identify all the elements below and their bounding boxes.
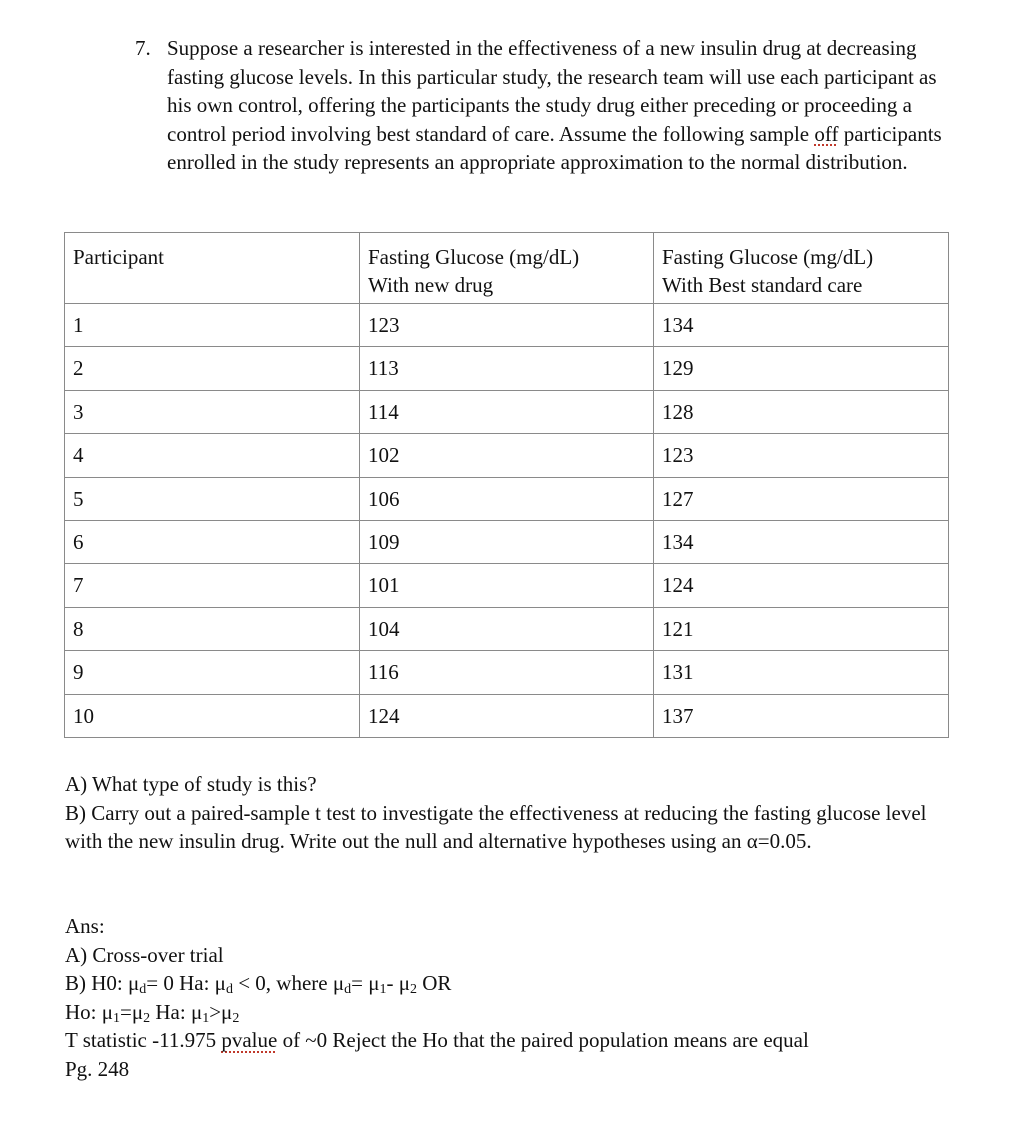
minus-mu: - μ bbox=[386, 971, 410, 995]
table-row bbox=[65, 347, 949, 390]
cell-participant: 4 bbox=[65, 434, 360, 477]
cell-standard-care: 137 bbox=[654, 694, 949, 737]
header-standard-care-line2: With Best standard care bbox=[662, 273, 863, 297]
cell-new-drug: 109 bbox=[360, 520, 654, 563]
cell-participant: 2 bbox=[65, 347, 360, 390]
table-row bbox=[65, 651, 949, 694]
t-conclusion-text: of ~0 Reject the Ho that the paired population means are equal bbox=[282, 1028, 809, 1052]
header-standard-care-line1: Fasting Glucose (mg/dL) bbox=[662, 245, 874, 269]
answer-a: A) Cross-over trial bbox=[65, 942, 224, 967]
or-text: OR bbox=[416, 971, 452, 995]
header-standard-care bbox=[654, 233, 949, 304]
subscript-1: 1 bbox=[379, 982, 387, 997]
ha-gt: >μ bbox=[209, 999, 233, 1024]
t-statistic-text: T statistic -11.975 bbox=[65, 1028, 217, 1052]
subscript-d: d bbox=[225, 982, 233, 997]
cell-participant: 1 bbox=[65, 304, 360, 347]
cell-new-drug: 104 bbox=[360, 607, 654, 650]
cell-standard-care: 129 bbox=[654, 347, 949, 390]
h0-label: B) H0: μ bbox=[65, 971, 140, 995]
cell-standard-care: 124 bbox=[654, 564, 949, 607]
cell-participant: 6 bbox=[65, 520, 360, 563]
subscript-2: 2 bbox=[232, 1010, 240, 1026]
answer-heading: Ans: bbox=[65, 914, 105, 938]
subscript-1: 1 bbox=[113, 1010, 121, 1026]
ho-eq: =μ bbox=[120, 999, 144, 1024]
question-text bbox=[167, 34, 947, 177]
table-row bbox=[65, 564, 949, 607]
subscript-d: d bbox=[344, 982, 352, 997]
spellcheck-flagged-pvalue: pvalue bbox=[221, 1028, 278, 1052]
header-new-drug-line1: Fasting Glucose (mg/dL) bbox=[368, 245, 580, 269]
table-row bbox=[65, 390, 949, 433]
table-row bbox=[65, 694, 949, 737]
cell-participant: 9 bbox=[65, 651, 360, 694]
cell-new-drug: 102 bbox=[360, 434, 654, 477]
answer-t-statistic bbox=[65, 1026, 965, 1055]
answer-b-hypotheses bbox=[65, 969, 965, 998]
cell-new-drug: 116 bbox=[360, 651, 654, 694]
cell-standard-care: 123 bbox=[654, 434, 949, 477]
table-row bbox=[65, 607, 949, 650]
cell-participant: 10 bbox=[65, 694, 360, 737]
table-row bbox=[65, 434, 949, 477]
table-row bbox=[65, 304, 949, 347]
sub-questions bbox=[65, 770, 965, 856]
question-text-part1: Suppose a researcher is interested in the effectiveness of a new insulin drug at decreasing fasting glucose levels. In this particular study, the research team will use each participant as his own control, offering the participants the study drug either preceding or proceeding a control period involving best standard of care. Assume the following sample bbox=[167, 36, 937, 146]
cell-new-drug: 124 bbox=[360, 694, 654, 737]
subscript-d: d bbox=[139, 982, 147, 997]
cell-standard-care: 131 bbox=[654, 651, 949, 694]
header-new-drug-line2: With new drug bbox=[368, 273, 494, 297]
part-b-question: B) Carry out a paired-sample t test to investigate the effectiveness at reducing the fasting glucose level with the new insulin drug. Write out the null and alternative hypotheses using an α=0.05. bbox=[65, 800, 927, 853]
eq-mu: = μ bbox=[351, 971, 380, 995]
cell-standard-care: 127 bbox=[654, 477, 949, 520]
cell-standard-care: 134 bbox=[654, 520, 949, 563]
cell-participant: 5 bbox=[65, 477, 360, 520]
cell-standard-care: 128 bbox=[654, 390, 949, 433]
subscript-1: 1 bbox=[202, 1010, 210, 1026]
cell-participant: 8 bbox=[65, 607, 360, 650]
subscript-2: 2 bbox=[409, 982, 417, 997]
question-7 bbox=[135, 34, 955, 177]
header-participant: Participant bbox=[65, 233, 360, 304]
answer-ho-ha bbox=[65, 998, 965, 1027]
ho-label: Ho: μ bbox=[65, 999, 114, 1024]
cell-participant: 7 bbox=[65, 564, 360, 607]
part-a-question: A) What type of study is this? bbox=[65, 772, 317, 796]
glucose-data-table bbox=[64, 232, 949, 738]
table-row bbox=[65, 520, 949, 563]
cell-standard-care: 134 bbox=[654, 304, 949, 347]
cell-new-drug: 113 bbox=[360, 347, 654, 390]
cell-standard-care: 121 bbox=[654, 607, 949, 650]
header-new-drug bbox=[360, 233, 654, 304]
ha-label: Ha: μ bbox=[150, 999, 203, 1024]
cell-new-drug: 123 bbox=[360, 304, 654, 347]
spellcheck-flagged-word: off bbox=[814, 121, 839, 146]
answer-page-ref: Pg. 248 bbox=[65, 1056, 130, 1081]
table-row bbox=[65, 477, 949, 520]
h0-eq-ha: = 0 Ha: μ bbox=[146, 971, 226, 995]
answer-block bbox=[65, 912, 965, 1083]
cell-new-drug: 106 bbox=[360, 477, 654, 520]
cell-new-drug: 114 bbox=[360, 390, 654, 433]
question-text-part2: participants enrolled in the study represents an appropriate approximation to the normal distribution. bbox=[167, 121, 942, 174]
cell-new-drug: 101 bbox=[360, 564, 654, 607]
subscript-2: 2 bbox=[143, 1010, 151, 1026]
table-header-row bbox=[65, 233, 949, 304]
cell-participant: 3 bbox=[65, 390, 360, 433]
ha-lt-where: < 0, where μ bbox=[232, 971, 345, 995]
question-number: 7. bbox=[135, 36, 151, 60]
